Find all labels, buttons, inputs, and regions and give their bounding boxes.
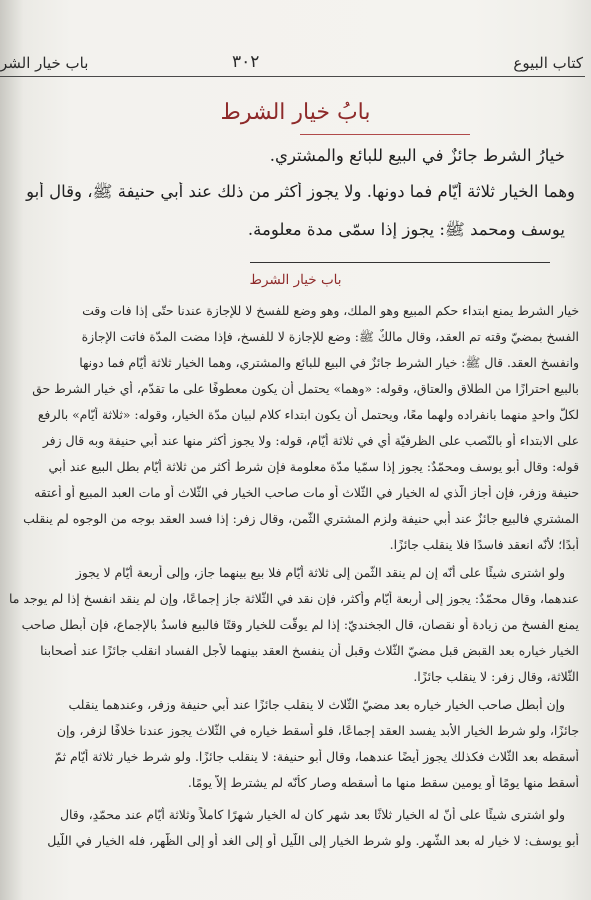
section-divider bbox=[250, 262, 550, 263]
running-head-book: كتاب البيوع bbox=[513, 54, 583, 72]
matn-line: وهما الخيار ثلاثة أيّام فما دونها. ولا يجوز أكثر من ذلك عند أبي حنيفة ﷺ، وقال أبو bbox=[26, 182, 575, 201]
commentary-line: عندهما، وقال محمّدٌ: يجوز إلى أربعة أيّام وأكثر، فإن نقد في الثّلاثة جاز إجماعًا، وإن لم ينقد انفسخ إذا لم يوجد ما bbox=[9, 591, 579, 606]
header-rule bbox=[0, 76, 585, 77]
commentary-line: الخيار خياره بعد القبض قبل مضيّ الثّلاث وقبل أن ينفسخ العقد بينهما لأجل الفساد انقلب جائزًا عند أصحابنا bbox=[40, 643, 579, 658]
commentary-line: المشتري فالبيع جائزٌ عند أبي حنيفة ولزم المشتري الثّمن، وقال زفر: إذا فسد العقد بوجه من الوجوه لم ينقلب bbox=[23, 511, 579, 526]
matn-line: خيارُ الشرط جائزٌ في البيع للبائع والمشتري. bbox=[269, 146, 565, 165]
page-number: ٣٠٢ bbox=[232, 52, 260, 72]
commentary-line: لكلّ واحدٍ منهما بانفراده ولهما معًا، ويحتمل أن يكون ابتداء كلام لبيان مدّة الخيار، وقوله: «ثلاثة أيّام» بالرفع bbox=[37, 407, 579, 422]
commentary-line: ولو اشترى شيئًا على أنّ له الخيار ثلاثًا بعد شهر كان له الخيار شهرًا كاملاً وثلاثة أيّام عند محمّدٍ، وقال bbox=[59, 807, 565, 822]
commentary-line: حنيفة وزفر، فإن أجاز الّذي له الخيار في الثّلاث أو مات صاحب الخيار في الثّلاث أو مات العبد المبيع أو أعتقه bbox=[34, 485, 579, 500]
commentary-line: أسقطه بعد الثّلاث فكذلك يجوز أيضًا عندهما، وقال أبو حنيفة: لا ينقلب جائزًا. ولو شرط خيار ثلاثة أيّام ثمّ bbox=[54, 749, 579, 764]
commentary-line: قوله: وقال أبو يوسف ومحمّدٌ: يجوز إذا سمّيا مدّة معلومة فإن شرط أكثر من ثلاثة أيّام بطل البيع عند أبي bbox=[48, 459, 579, 474]
chapter-title-underline bbox=[300, 134, 470, 135]
commentary-line: أسقط منها يومًا أو يومين سقط منها ما أسقطه وصار كأنّه لم يشترط إلاّ يومًا. bbox=[187, 775, 579, 790]
commentary-line: أبو يوسف: لا خيار له بعد الشّهر. ولو شرط الخيار إلى اللّيل أو إلى الغد أو إلى الظّهر، فله الخيار في اللّيل bbox=[47, 833, 579, 848]
chapter-title: بابُ خيار الشرط bbox=[220, 100, 371, 125]
commentary-line: بالبيع احترازًا من الطلاق والعتاق، وقوله: «وهما» يحتمل أن يكون معطوفًا على ما تقدّم، أي خيار الشرط حق bbox=[32, 381, 579, 396]
commentary-line: وإن أبطل صاحب الخيار خياره بعد مضيّ الثّلاث لا ينقلب جائزًا عند أبي حنيفة وزفر، وعندهما ينقلب bbox=[68, 697, 565, 712]
commentary-line: أبدًا؛ لأنّه انعقد فاسدًا فلا ينقلب جائزًا. bbox=[389, 537, 579, 552]
running-head-chapter: باب خيار الشر bbox=[0, 54, 89, 72]
commentary-line: الثّلاثة، وقال زفر: لا ينقلب جائزًا. bbox=[413, 669, 579, 684]
matn-line: يوسف ومحمد ﷺ: يجوز إذا سمّى مدة معلومة. bbox=[247, 220, 565, 239]
commentary-line: الفسخ بمضيّ وقته تم العقد، وقال مالكٌ ﷺ: وضع للإجازة لا للفسخ، فإذا مضت المدّة فاتت الإجازة bbox=[81, 329, 579, 344]
commentary-line: جائزًا، ولو شرط الخيار الأبد يفسد العقد إجماعًا، فلو أسقط خياره في الثّلاث يجوز عندنا خلافًا لزفر، وإن bbox=[56, 723, 579, 738]
page-header bbox=[0, 44, 591, 80]
commentary-line: ولو اشترى شيئًا على أنّه إن لم ينقد الثّمن إلى ثلاثة أيّام فلا بيع بينهما جاز، وإلى أربعة أيّام لا يجوز bbox=[75, 565, 565, 580]
commentary-line: وانفسخ العقد. قال ﷺ: خيار الشرط جائزٌ في البيع للبائع والمشتري، وهما الخيار ثلاثة أيّام فما دونها bbox=[79, 355, 579, 370]
commentary-line: على الابتداء أو بالنّصب على الظرفيّة أي في ثلاثة أيّام، قوله: ولا يجوز أكثر منها عند أبي حنيفة وبه قال زفر bbox=[42, 433, 579, 448]
commentary-line: خيار الشرط يمنع ابتداء حكم المبيع وهو الملك، وهو وضع للفسخ لا للإجازة عندنا حتّى إذا فات وقت bbox=[82, 303, 579, 318]
commentary-title: باب خيار الشرط bbox=[249, 272, 342, 288]
commentary-line: يمنع الفسخ من زيادة أو نقصان، قال الجخنديّ: إذا لم يوقّت للخيار وقتًا فالبيع فاسدٌ بالإجماع، فإن أبطل صاحب bbox=[21, 617, 579, 632]
